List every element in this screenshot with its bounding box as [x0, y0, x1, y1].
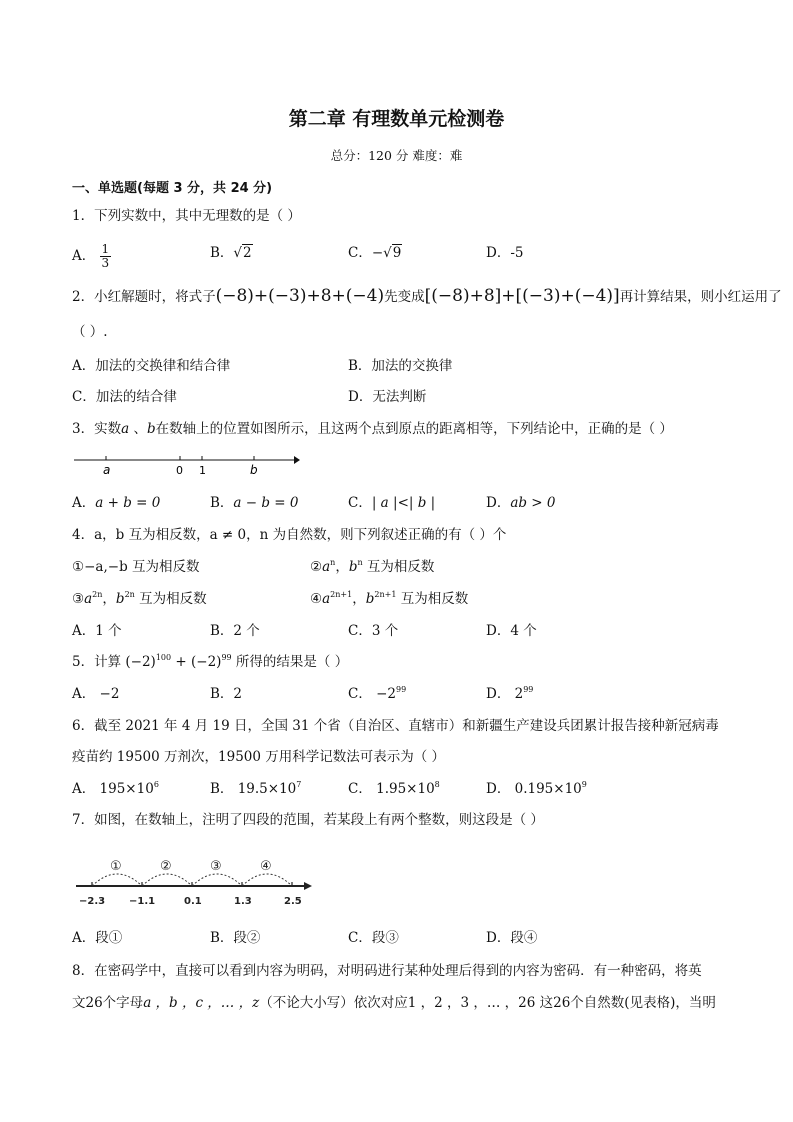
- segment-label-3: ③: [210, 859, 222, 874]
- radicand: 2: [243, 245, 252, 261]
- variable: b: [146, 421, 156, 437]
- segment-arc-2: [142, 874, 192, 886]
- label-0: 0: [176, 464, 183, 477]
- section-heading: 一、单选题(每题 3 分，共 24 分): [72, 181, 273, 196]
- segment-arc-4: [242, 874, 292, 886]
- exam-meta: 总分：120 分 难度：难: [330, 148, 463, 163]
- segment-number-line-figure: [70, 852, 318, 910]
- arrow-head: [304, 882, 312, 890]
- exponent: 2n+1: [330, 590, 353, 599]
- expression: (−8)+(−3)+8+(−4): [215, 286, 385, 306]
- q3-option-a[interactable]: [72, 493, 160, 513]
- option-text: D． 0.195×10: [486, 781, 582, 797]
- q4-option-a[interactable]: A．1 个: [72, 623, 122, 639]
- expression: a + b = 0: [95, 495, 161, 511]
- q1-option-c[interactable]: C．−√9: [348, 245, 402, 261]
- q4-option-d[interactable]: D．4 个: [486, 623, 537, 639]
- stem-text: 先变成: [384, 289, 425, 305]
- radicand: 9: [392, 245, 402, 261]
- statement-number: ②: [310, 559, 323, 575]
- q5-option-a[interactable]: A． −2: [72, 686, 120, 702]
- q2-option-a[interactable]: A．加法的交换律和结合律: [72, 358, 231, 374]
- q2-option-d[interactable]: D．无法判断: [348, 389, 427, 405]
- stem-text: 再计算结果，则小红运用了: [619, 289, 782, 305]
- variable: b: [365, 591, 375, 607]
- statement-text: 互为相反数: [134, 591, 207, 607]
- separator: ，: [335, 559, 349, 575]
- question-2-blank: （ ）.: [72, 324, 108, 340]
- q1-option-a[interactable]: [72, 243, 111, 270]
- q5-option-b[interactable]: B．2: [210, 686, 243, 702]
- arrow-head: [294, 456, 300, 464]
- numerator: 1: [101, 242, 110, 256]
- question-4-stem: 4．a，b 互为相反数，a ≠ 0，n 为自然数，则下列叙述正确的有（ ）个: [72, 527, 507, 543]
- variable: a: [322, 591, 331, 607]
- option-text: B． 19.5×10: [210, 781, 297, 797]
- stem-text: 3．实数: [72, 421, 122, 437]
- q5-option-c[interactable]: [348, 684, 406, 704]
- exponent: 6: [153, 780, 159, 789]
- page-title: 第二章 有理数单元检测卷: [288, 108, 505, 130]
- tick-label-2: −1.1: [129, 896, 156, 907]
- q7-option-d[interactable]: D．段④: [486, 930, 538, 946]
- q7-option-a[interactable]: A．段①: [72, 930, 123, 946]
- q2-option-c[interactable]: C．加法的结合律: [72, 389, 177, 405]
- segment-label-2: ②: [160, 859, 172, 874]
- segment-arc-3: [192, 874, 242, 886]
- q6-option-a[interactable]: [72, 779, 159, 799]
- question-1-stem: 1．下列实数中，其中无理数的是（ ）: [72, 208, 301, 224]
- exponent: 9: [581, 780, 587, 789]
- statement-text: 互为相反数: [396, 591, 469, 607]
- q4-option-b[interactable]: B．2 个: [210, 623, 260, 639]
- exponent: 8: [434, 780, 440, 789]
- stem-text: 所得的结果是（ ）: [231, 654, 349, 670]
- q1-option-b[interactable]: B．√2: [210, 245, 252, 261]
- option-text: C． −2: [348, 686, 397, 702]
- label-b: b: [250, 463, 258, 477]
- stem-text: 、: [129, 421, 147, 437]
- tick-label-4: 1.3: [234, 896, 252, 907]
- question-5-stem: [72, 652, 348, 672]
- variable: a: [121, 421, 130, 437]
- tick-label-3: 0.1: [184, 896, 202, 907]
- option-text: A． 195×10: [72, 781, 154, 797]
- expression: | a |<| b |: [371, 495, 436, 511]
- question-2-stem: [72, 286, 782, 307]
- exponent: 99: [396, 685, 407, 694]
- segment-label-1: ①: [110, 859, 122, 874]
- q4-option-c[interactable]: C．3 个: [348, 623, 399, 639]
- exponent: n: [357, 558, 363, 567]
- expression: ab > 0: [510, 495, 556, 511]
- stem-text: 2．小红解题时，将式子: [72, 289, 216, 305]
- question-6-stem-line-2: 疫苗约 19500 万剂次，19500 万用科学记数法可表示为（ ）: [72, 749, 446, 765]
- option-text: C． 1.95×10: [348, 781, 435, 797]
- option-text: D． 2: [486, 686, 524, 702]
- statement-number: ③: [72, 591, 85, 607]
- option-label: C．: [348, 495, 372, 511]
- option-label: B．: [210, 495, 234, 511]
- exponent: 7: [296, 780, 302, 789]
- stem-text: + (−2): [171, 654, 222, 670]
- segment-label-4: ④: [260, 859, 272, 874]
- variable: b: [115, 591, 125, 607]
- q5-option-d[interactable]: [486, 684, 533, 704]
- q2-option-b[interactable]: B．加法的交换律: [348, 358, 453, 374]
- tick-label-5: 2.5: [284, 896, 302, 907]
- q3-option-c[interactable]: [348, 493, 435, 513]
- stem-text: 5．计算 (−2): [72, 654, 156, 670]
- question-6-stem-line-1: 6．截至 2021 年 4 月 19 日，全国 31 个省（自治区、直辖市）和新疆生产建设兵团累计报告接种新冠病毒: [72, 718, 719, 734]
- expression: a − b = 0: [233, 495, 299, 511]
- separator: ，: [352, 591, 366, 607]
- option-label: B．: [210, 245, 234, 261]
- label-a: a: [103, 463, 111, 477]
- statement-number: ④: [310, 591, 323, 607]
- stem-text: （不论大小写）依次对应1 ，2 ，3 ，… ，26 这26个自然数(见表格)，当明: [259, 995, 716, 1011]
- q4-statement-2: [310, 557, 434, 577]
- question-8-stem-line-1: 8．在密码学中，直接可以看到内容为明码，对明码进行某种处理后得到的内容为密码．有一种密码，将英: [72, 963, 702, 979]
- label-1: 1: [199, 464, 206, 477]
- q7-option-c[interactable]: C．段③: [348, 930, 399, 946]
- exponent: 99: [523, 685, 534, 694]
- option-label: C．: [348, 245, 372, 261]
- q4-statement-1: ①−a,−b 互为相反数: [72, 559, 200, 575]
- q6-option-c[interactable]: [348, 779, 440, 799]
- exponent: 2n: [92, 590, 103, 599]
- exponent: 2n: [124, 590, 135, 599]
- option-label: A．: [72, 495, 96, 511]
- q3-option-b[interactable]: [210, 493, 299, 513]
- variable: b: [348, 559, 358, 575]
- variables: a ，b ，c ，… ，z: [143, 995, 260, 1011]
- option-label: D．: [486, 495, 511, 511]
- stem-text: 文26个字母: [72, 995, 144, 1011]
- option-label: A．: [72, 248, 96, 264]
- q4-statement-3: [72, 589, 207, 609]
- q3-option-d[interactable]: [486, 493, 556, 513]
- tick-label-1: −2.3: [79, 896, 106, 907]
- variable: a: [322, 559, 331, 575]
- q1-option-d[interactable]: D．-5: [486, 245, 524, 261]
- question-8-stem-line-2: [72, 993, 716, 1013]
- exponent: n: [330, 558, 336, 567]
- exponent: 100: [155, 653, 172, 662]
- number-line-figure: [70, 448, 302, 480]
- fraction: [100, 243, 112, 270]
- question-7-stem: 7．如图，在数轴上，注明了四段的范围，若某段上有两个整数，则这段是（ ）: [72, 812, 544, 828]
- exponent: 2n+1: [374, 590, 397, 599]
- separator: ，: [102, 591, 116, 607]
- statement-text: 互为相反数: [362, 559, 435, 575]
- denominator: 3: [101, 256, 110, 270]
- expression: [(−8)+8]+[(−3)+(−4)]: [424, 286, 620, 306]
- q7-option-b[interactable]: B．段②: [210, 930, 261, 946]
- q6-option-b[interactable]: [210, 779, 301, 799]
- segment-arc-1: [92, 874, 142, 886]
- variable: a: [84, 591, 93, 607]
- minus-sign: −: [371, 245, 384, 261]
- q6-option-d[interactable]: [486, 779, 587, 799]
- question-3-stem: [72, 419, 673, 439]
- exponent: 99: [221, 653, 232, 662]
- stem-text: 在数轴上的位置如图所示，且这两个点到原点的距离相等，下列结论中，正确的是（ ）: [155, 421, 673, 437]
- q4-statement-4: [310, 589, 468, 609]
